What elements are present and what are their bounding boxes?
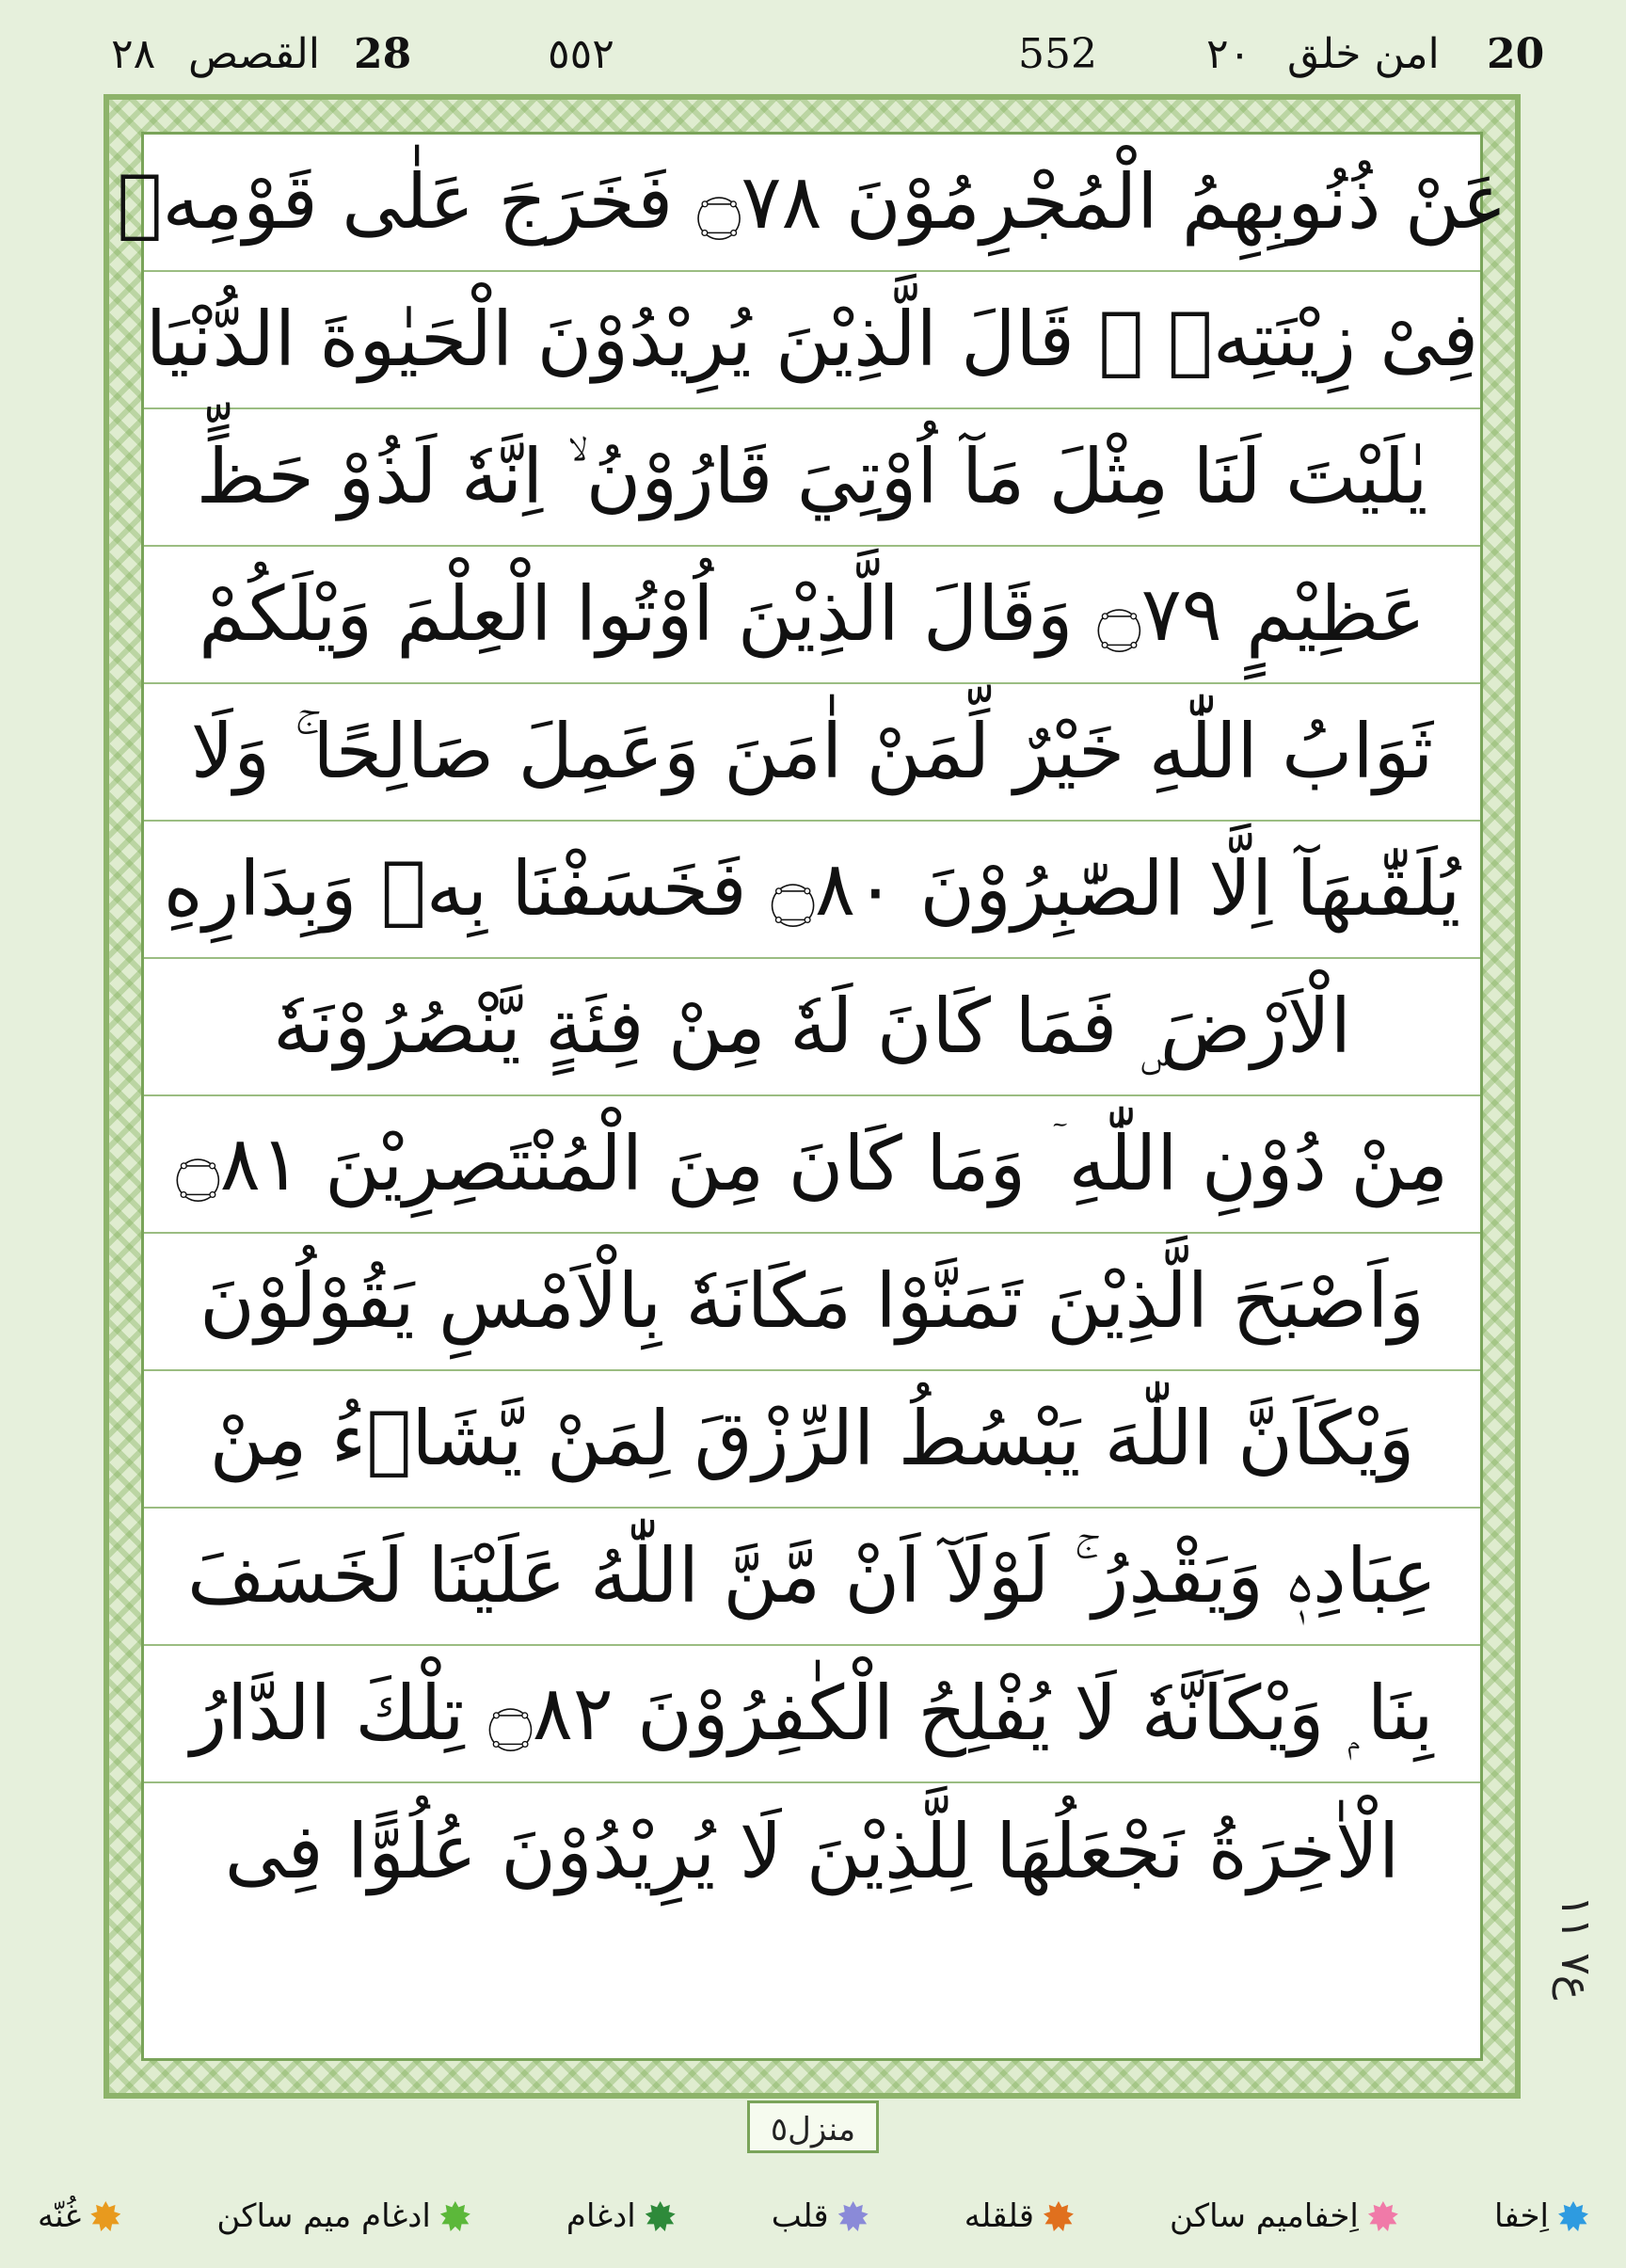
legend-item-ghunna <box>38 2197 120 2235</box>
legend-item-idgham <box>566 2197 676 2235</box>
surah-name: القصص <box>188 30 320 78</box>
surah-number-arabic: ٢٨ <box>111 30 156 78</box>
quran-text-panel <box>117 132 1507 2061</box>
manzil-label: منزل٥ <box>747 2100 879 2153</box>
star-icon <box>1044 2201 1074 2231</box>
legend-item-ikhfa <box>1494 2197 1588 2235</box>
text-line-7: الْاَرْضَ ۣ فَمَا كَانَ لَهٗ مِنْ فِئَةٍ يَّنْصُرُوْنَهٗ <box>144 959 1480 1096</box>
text-line-6: يُلَقّٰىهَآ اِلَّا الصّٰبِرُوْنَ ۝٨٠ فَخَسَفْنَا بِهٖ وَبِدَارِهِ <box>144 822 1480 959</box>
text-line-13: الْاٰخِرَةُ نَجْعَلُهَا لِلَّذِيْنَ لَا يُرِيْدُوْنَ عُلُوًّا فِى <box>224 1808 1400 1895</box>
text-line-5: ثَوَابُ اللّٰهِ خَيْرٌ لِّمَنْ اٰمَنَ وَعَمِلَ صَالِحًا ۚ وَلَا <box>144 684 1480 822</box>
text-line-12: بِنَا ۭ وَيْكَاَنَّهٗ لَا يُفْلِحُ الْكٰفِرُوْنَ ۝٨٢ تِلْكَ الدَّارُ <box>144 1646 1480 1783</box>
legend-item-qalqala <box>964 2197 1074 2235</box>
juz-number: 20 <box>1487 30 1545 78</box>
legend-item-idgham-meem <box>216 2197 470 2235</box>
text-line-3: يٰلَيْتَ لَنَا مِثْلَ مَآ اُوْتِيَ قَارُوْنُ ۙ اِنَّهٗ لَذُوْ حَظٍّ <box>144 409 1480 547</box>
juz-number-arabic: ٢٠ <box>1206 30 1251 78</box>
legend-item-qalb <box>772 2197 869 2235</box>
legend-label: اِخفامیم ساکن <box>1170 2197 1359 2235</box>
text-line-1: عَنْ ذُنُوبِهِمُ الْمُجْرِمُوْنَ ۝٧٨ فَخَرَجَ عَلٰى قَوْمِهٖ <box>144 135 1480 272</box>
page-number-arabic: ٥٥٢ <box>548 30 614 78</box>
text-line-4: عَظِيْمٍ ۝٧٩ وَقَالَ الَّذِيْنَ اُوْتُوا الْعِلْمَ وَيْلَكُمْ <box>144 547 1480 684</box>
text-line-8: مِنْ دُوْنِ اللّٰهِ ۤ وَمَا كَانَ مِنَ الْمُنْتَصِرِيْنَ ۝٨١ <box>144 1096 1480 1234</box>
text-line-2: فِىْ زِيْنَتِهٖ ۭ قَالَ الَّذِيْنَ يُرِيْدُوْنَ الْحَيٰوةَ الدُّنْيَا <box>144 272 1480 409</box>
surah-number: 28 <box>354 30 412 78</box>
star-icon <box>1368 2201 1398 2231</box>
tajweed-legend <box>38 2183 1588 2249</box>
text-line-10: وَيْكَاَنَّ اللّٰهَ يَبْسُطُ الرِّزْقَ لِمَنْ يَّشَاۗءُ مِنْ <box>144 1371 1480 1509</box>
text-line-11: عِبَادِهٖ وَيَقْدِرُ ۚ لَوْلَآ اَنْ مَّنَّ اللّٰهُ عَلَيْنَا لَخَسَفَ <box>144 1509 1480 1646</box>
star-icon <box>646 2201 676 2231</box>
star-icon <box>90 2201 120 2231</box>
juz-name: امن خلق <box>1287 30 1440 78</box>
legend-label: غُنّه <box>38 2197 82 2235</box>
star-icon <box>838 2201 869 2231</box>
legend-label: ادغام میم ساکن <box>216 2197 431 2235</box>
page-header <box>0 0 1626 94</box>
text-line-9: وَاَصْبَحَ الَّذِيْنَ تَمَنَّوْا مَكَانَهٗ بِالْاَمْسِ يَقُوْلُوْنَ <box>144 1234 1480 1371</box>
legend-label: ادغام <box>566 2197 636 2235</box>
page-number: 552 <box>1018 30 1097 78</box>
legend-label: قلقله <box>964 2197 1034 2235</box>
star-icon <box>440 2201 470 2231</box>
legend-item-ikhfa-meem <box>1170 2197 1398 2235</box>
legend-label: قلب <box>771 2197 829 2235</box>
ruku-marker: ع٧ ١١ <box>1552 1895 1600 2001</box>
star-icon <box>1558 2201 1588 2231</box>
legend-label: اِخفا <box>1493 2197 1549 2235</box>
